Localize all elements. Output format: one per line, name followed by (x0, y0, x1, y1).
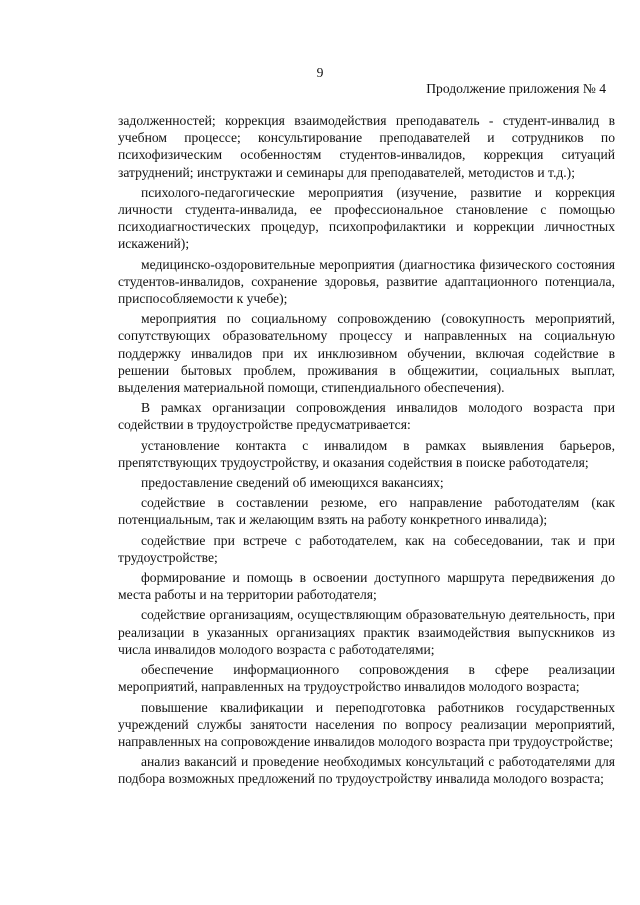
paragraph: психолого-педагогические мероприятия (изучение, развитие и коррекция личности студента-инвалида, ее профессиональное становление с помощью психодиагностических процедур, психопрофилактики и коррекции личностных искажений); (118, 184, 615, 252)
paragraph: задолженностей; коррекция взаимодействия преподаватель - студент-инвалид в учебном процессе; консультирование преподавателей и сотрудников по психофизическим особенностям студентов-инвалидов, коррекция ситуаций затруднений; инструктажи и семинары для преподавателей, методистов и т.д.); (118, 113, 615, 180)
appendix-continuation-note: Продолжение приложения № 4 (426, 81, 606, 96)
page-number: 9 (316, 65, 324, 80)
paragraph: установление контакта с инвалидом в рамках выявления барьеров, препятствующих трудоустройству, и оказания содействия в поиске работодателя; (118, 437, 615, 470)
paragraph: содействие при встрече с работодателем, как на собеседовании, так и при трудоустройстве; (118, 532, 615, 565)
paragraph: предоставление сведений об имеющихся вакансиях; (141, 475, 444, 491)
paragraph: повышение квалификации и переподготовка работников государственных учреждений службы занятости населения по вопросу реализации мероприятий, направленных на сопровождение инвалидов молодого возраста при трудоустройстве; (118, 699, 615, 749)
paragraph: В рамках организации сопровождения инвалидов молодого возраста при содействии в трудоустройстве предусматривается: (118, 400, 615, 433)
paragraph: мероприятия по социальному сопровождению (совокупность мероприятий, сопутствующих образовательному процессу и направленных на социальную поддержку инвалидов при их инклюзивном обучении, включая содействие в решении бытовых проблем, проживания в общежитии, социальных выплат, выделения материальной помощи, стипендиального обеспечения). (118, 311, 615, 396)
paragraph: содействие организациям, осуществляющим образовательную деятельность, при реализации в указанных организациях практик взаимодействия выпускников из числа инвалидов молодого возраста с работодателями; (118, 607, 615, 657)
paragraph: медицинско-оздоровительные мероприятия (диагностика физического состояния студентов-инвалидов, сохранение здоровья, развитие адаптационного потенциала, приспособляемости к учебе); (118, 256, 615, 307)
document-body (118, 112, 615, 791)
paragraph: обеспечение информационного сопровождения в сфере реализации мероприятий, направленных на трудоустройство инвалидов молодого возраста; (118, 662, 615, 695)
paragraph: анализ вакансий и проведение необходимых консультаций с работодателями для подбора возможных предложений по трудоустройству инвалида молодого возраста; (118, 754, 615, 787)
paragraph: формирование и помощь в освоении доступного маршрута передвижения до места работы и на территории работодателя; (118, 570, 615, 603)
paragraph: содействие в составлении резюме, его направление работодателям (как потенциальным, так и желающим взять на работу конкретного инвалида); (118, 495, 615, 528)
